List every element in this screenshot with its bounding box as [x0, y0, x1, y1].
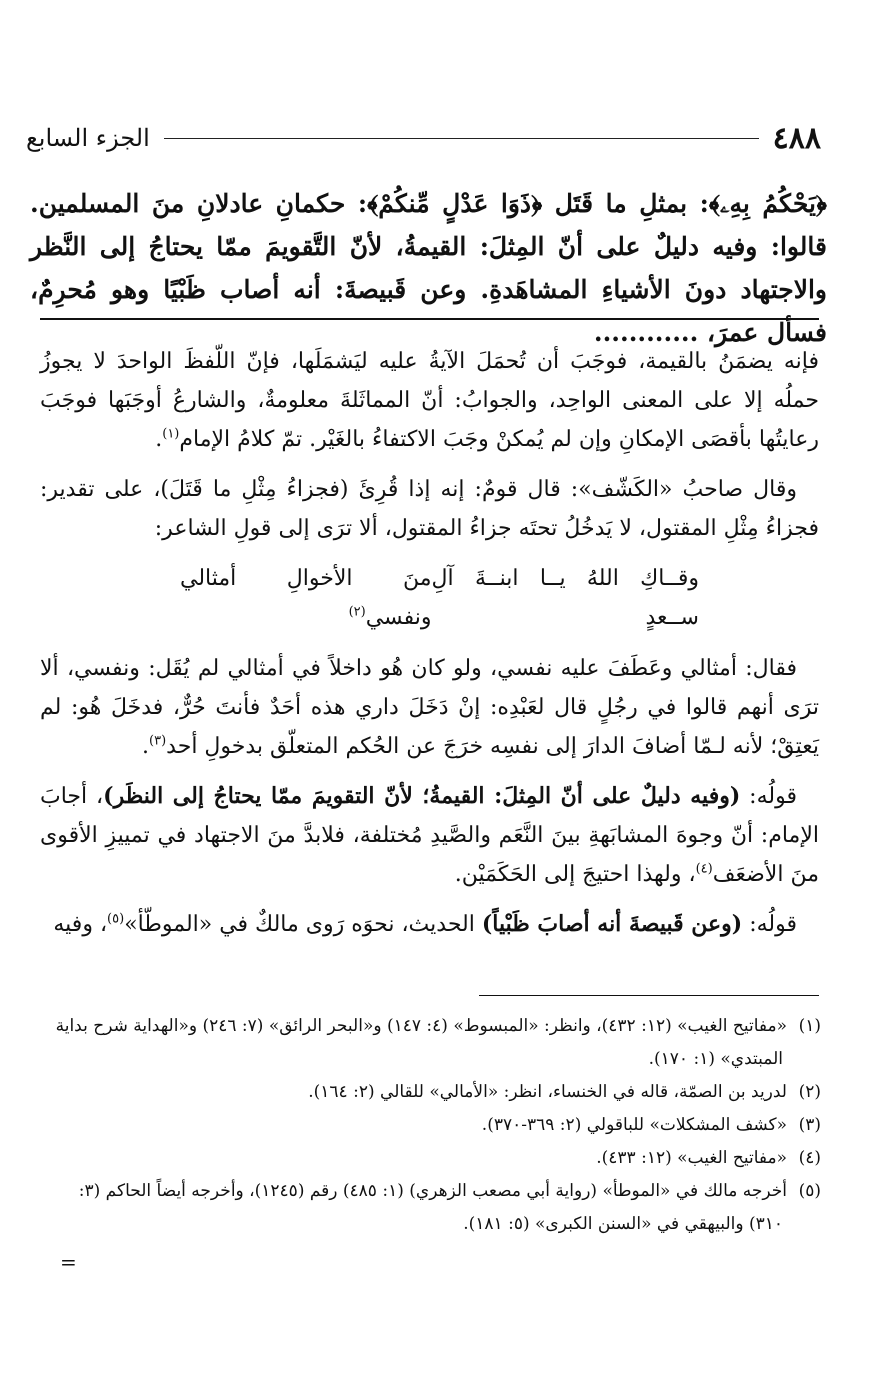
commentary-segment: ، أجابَ الإمام: أنّ وجوهَ المشابَهةِ بينَ النَّعَم والصَّيدِ مُختلفة، فلابدَّ منَ الاجتهاد في تمييزِ الأقوى منَ الأضعَف [40, 784, 819, 887]
commentary-label: قولُه: [742, 912, 797, 937]
commentary-segment: ، وفيه [53, 912, 108, 937]
quran-phrase: ﴿يَحْكُمُ بِهِۦ﴾ [708, 189, 827, 218]
footnote [44, 1010, 821, 1076]
footnote-number: (٥) [798, 1181, 821, 1201]
footnote-ref[interactable]: (٣) [149, 733, 167, 749]
footnote-ref[interactable]: (١) [162, 426, 180, 442]
verse-hemistich-left [180, 559, 432, 637]
commentary-paragraph [40, 777, 819, 894]
matn-text [30, 182, 827, 354]
footnote-text: «مفاتيح الغيب» (١٢: ٤٣٣). [596, 1148, 787, 1168]
footnote-number: (٤) [798, 1148, 821, 1168]
commentary-segment: فإنه يضمَنُ بالقيمة، فوجَبَ أن تُحمَلَ الآيةُ عليه ليَشمَلَها، فإنّ اللّفظَ الواحدَ لا يجوزُ حملُه إلا على المعنى الواحِد، والجوابُ: أنّ المماثَلةَ معلومةٌ، والشارعُ أوجَبَها فوجَبَ رعايتُها بأقصَى الإمكانِ وإن لم يُمكنْ وجَبَ الاكتفاءُ بالغَيْر. تمّ كلامُ الإمام [40, 349, 819, 452]
commentary-paragraph: فقال: أمثالي وعَطَفَ عليه نفسي، ولو كان هُو داخلاً في أمثالي لم يُقَل: ونفسي، ألا ترَى أنهم قالوا في رجُلٍ قال لعَبْدِه: إنْ دَخَلَ داري هذه أحَدٌ فأنتَ حُرٌّ، فدخَلَ هُو: لم يَعتِقْ؛ لأنه لـمّا أضافَ الدارَ إلى نفسِه خرَجَ عن الحُكم المتعلّق بدخولِ أحد$^{(٣)}$. [40, 656, 819, 759]
verse-text: منَ الأخوالِ أمثالي ونفسي [180, 566, 432, 630]
volume-title: الجزء السابع [26, 124, 150, 152]
commentary-segment: وقال صاحبُ «الكَشّف»: قال قومٌ: إنه إذا قُرِئَ (فجزاءُ مِثْلِ ما قَتَلَ)، على تقدير: فجزاءُ مِثْلِ المقتول، لا يَدخُلُ تحتَه جزاءُ المقتول، ألا ترَى إلى قولِ الشاعر: [40, 477, 819, 541]
matn-segment: : حكمانِ عادلانِ منَ المسلمين. [30, 189, 368, 218]
footnote-text: أخرجه مالك في «الموطأ» (رواية أبي مصعب الزهري) (١: ٤٨٥) رقم (١٢٤٥)، وأخرجه أيضاً الحاكم (٣: ٣١٠) والبيهقي في «السنن الكبرى» (٥: ١٨١). [78, 1181, 787, 1234]
footnote-number: (٣) [798, 1115, 821, 1135]
commentary-segment: ، ولهذا احتيجَ إلى الحَكَمَيْن. [454, 862, 696, 887]
quoted-matn: (وعن قَبيصةَ أنه أصابَ ظَبْياً) [481, 911, 743, 937]
matn-paragraph [30, 182, 827, 354]
footnote-ref[interactable]: (٤) [695, 861, 713, 877]
footnote [44, 1076, 821, 1109]
matn-segment: : بمثلِ ما قَتَل [542, 189, 709, 218]
quoted-matn: (وفيه دليلٌ على أنّ المِثلَ: القيمةُ؛ لأنّ التقويمَ ممّا يحتاجُ إلى النظَر) [103, 783, 741, 809]
footnote-ref[interactable]: (٢) [348, 604, 366, 620]
page-number: ٤٨٨ [772, 120, 821, 156]
poetry-verse [40, 559, 819, 637]
footnote-text: لدريد بن الصمّة، قاله في الخنساء، انظر: «الأمالي» للقالي (٢: ١٦٤). [308, 1082, 787, 1102]
footnote-text: «مفاتيح الغيب» (١٢: ٤٣٢)، وانظر: «المبسوط» (٤: ١٤٧) و«البحر الرائق» (٧: ٢٤٦) و«الهداية شرح بداية المبتدي» (١: ١٧٠). [55, 1016, 787, 1069]
commentary-segment: الحديث، نحوَه رَوى مالكٌ في «الموطّأ» [124, 912, 482, 937]
commentary-text [40, 342, 819, 955]
running-header [26, 118, 821, 158]
commentary-paragraph: فإنه يضمَنُ بالقيمة، فوجَبَ أن تُحمَلَ الآيةُ عليه ليَشمَلَها، فإنّ اللّفظَ الواحدَ لا يجوزُ حملُه إلا على المعنى الواحِد، والجوابُ: أنّ المماثَلةَ معلومةٌ، والشارعُ أوجَبَها فوجَبَ رعايتُها بأقصَى الإمكانِ وإن لم يُمكنْ وجَبَ الاكتفاءُ بالغَيْر. تمّ كلامُ الإمام$^{(١)}$. [40, 349, 819, 452]
verse-hemistich-right: وقــاكِ اللهُ يــا ابنــةَ آلِ ســعدٍ [431, 566, 699, 630]
footnote [44, 1142, 821, 1175]
continuation-mark: = [60, 1250, 77, 1274]
footnote-number: (٢) [798, 1082, 821, 1102]
footnote [44, 1109, 821, 1142]
footnote-divider [479, 995, 819, 996]
commentary-paragraph [40, 470, 819, 548]
footnote-ref[interactable]: (٥) [107, 911, 125, 927]
footnote [44, 1175, 821, 1241]
header-rule [164, 138, 759, 139]
commentary-paragraph [40, 905, 819, 944]
quran-phrase: ﴿ذَوَا عَدْلٍ مِّنكُمْ﴾ [367, 189, 543, 218]
footnotes [44, 1010, 821, 1241]
matn-segment: قالوا: وفيه دليلٌ على أنّ المِثلَ: القيمةُ، لأنّ التَّقويمَ ممّا يحتاجُ إلى النَّظر والاجتهاد دونَ الأشياءِ المشاهَدةِ. وعن قَبيصةَ: أنه أصاب ظَبْيًا وهو مُحرِمٌ، فسأل عمرَ، ............ [30, 232, 827, 347]
commentary-segment: فقال: أمثالي وعَطَفَ عليه نفسي، ولو كان هُو داخلاً في أمثالي لم يُقَل: ونفسي، ألا ترَى أنهم قالوا في رجُلٍ قال لعَبْدِه: إنْ دَخَلَ داري هذه أحَدٌ فأنتَ حُرٌّ، فدخَلَ هُو: لم يَعتِقْ؛ لأنه لـمّا أضافَ الدارَ إلى نفسِه خرَجَ عن الحُكم المتعلّق بدخولِ أحد [40, 656, 819, 759]
matn-divider [40, 318, 819, 320]
footnote-number: (١) [798, 1016, 821, 1036]
footnote-text: «كشف المشكلات» للباقولي (٢: ٣٦٩-٣٧٠). [481, 1115, 787, 1135]
commentary-label: قولُه: [740, 784, 797, 809]
